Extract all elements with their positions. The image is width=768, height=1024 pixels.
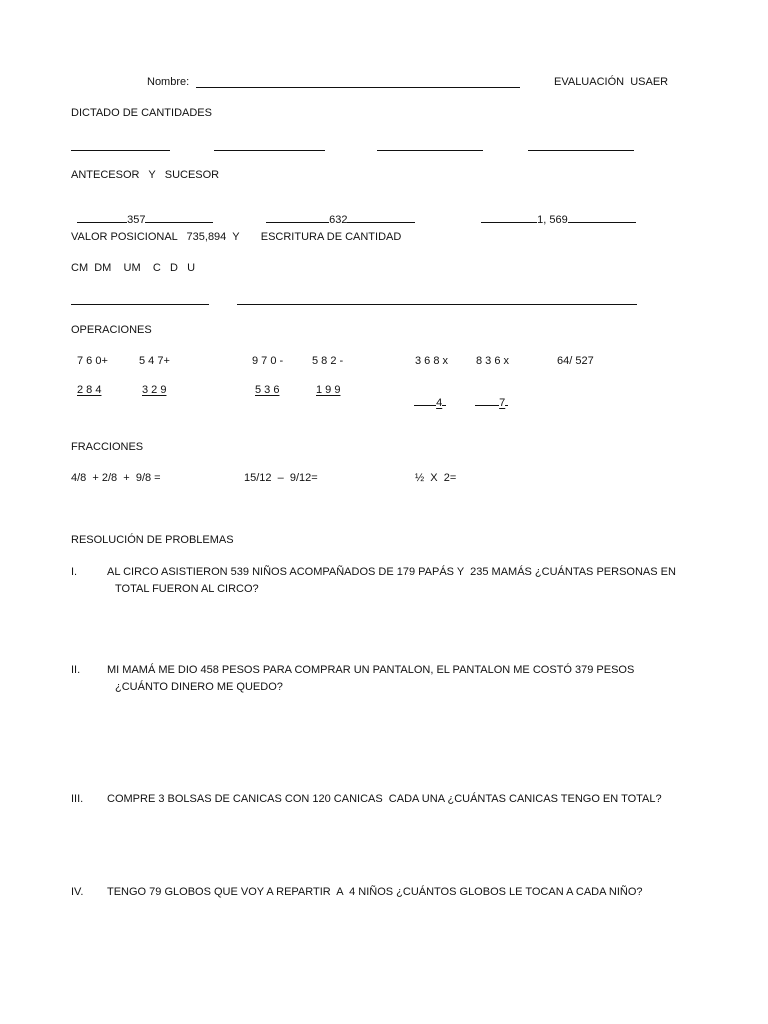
antecesor-item — [71, 201, 213, 227]
op-top: 5 4 7+ — [139, 355, 170, 367]
problem-text: COMPRE 3 BOLSAS DE CANICAS CON 120 CANICAS CADA UNA ¿CUÁNTAS CANICAS TENGO EN TOTAL? — [107, 793, 662, 805]
dictado-answer-line[interactable] — [71, 150, 170, 151]
operaciones-title: OPERACIONES — [71, 324, 152, 336]
problem-number: IV. — [71, 886, 84, 898]
antecesor-number: 357 — [127, 214, 146, 226]
evaluation-title: EVALUACIÓN USAER — [554, 76, 669, 88]
fraction-item: ½ X 2= — [415, 472, 457, 484]
problem-text-cont: TOTAL FUERON AL CIRCO? — [115, 583, 259, 595]
problem-text: TENGO 79 GLOBOS QUE VOY A REPARTIR A 4 NIÑOS ¿CUÁNTOS GLOBOS LE TOCAN A CADA NIÑO? — [107, 886, 643, 898]
fracciones-title: FRACCIONES — [71, 441, 144, 453]
problem-number: I. — [71, 566, 78, 578]
antecesor-number: 1, 569 — [537, 214, 568, 226]
op-underline — [414, 405, 436, 406]
antecesor-item — [475, 201, 636, 227]
op-bottom: 7 — [499, 397, 506, 409]
problemas-title: RESOLUCIÓN DE PROBLEMAS — [71, 534, 234, 546]
op-bottom: 2 8 4 — [77, 384, 102, 396]
dictado-title: DICTADO DE CANTIDADES — [71, 107, 212, 119]
op-bottom-cell — [469, 384, 508, 410]
op-top: 5 8 2 - — [312, 355, 344, 367]
op-bottom-cell — [408, 384, 446, 410]
op-top: 3 6 8 x — [415, 355, 449, 367]
problem-text: AL CIRCO ASISTIERON 539 NIÑOS ACOMPAÑADOS DE 179 PAPÁS Y 235 MAMÁS ¿CUÁNTAS PERSONAS EN — [107, 566, 676, 578]
sucesor-blank[interactable] — [145, 222, 213, 223]
sucesor-blank[interactable] — [568, 222, 636, 223]
valor-title: VALOR POSICIONAL 735,894 Y ESCRITURA DE CANTIDAD — [71, 231, 402, 243]
written-quantity-answer-line[interactable] — [237, 304, 637, 305]
problem-text: MI MAMÁ ME DIO 458 PESOS PARA COMPRAR UN PANTALON, EL PANTALON ME COSTÓ 379 PESOS — [107, 664, 635, 676]
op-top: 7 6 0+ — [77, 355, 108, 367]
op-top: 9 7 0 - — [252, 355, 284, 367]
op-underline — [442, 405, 446, 406]
dictado-answer-line[interactable] — [528, 150, 634, 151]
op-bottom: 4 — [436, 397, 443, 409]
dictado-answer-line[interactable] — [377, 150, 483, 151]
fraction-item: 4/8 + 2/8 + 9/8 = — [71, 472, 161, 484]
place-value-answer-line[interactable] — [71, 304, 209, 305]
place-value-headers: CM DM UM C D U — [71, 262, 196, 274]
problem-number: III. — [71, 793, 84, 805]
op-top: 8 3 6 x — [476, 355, 510, 367]
op-bottom: 1 9 9 — [316, 384, 341, 396]
sucesor-blank[interactable] — [347, 222, 415, 223]
antecesor-blank[interactable] — [266, 222, 329, 223]
op-bottom: 3 2 9 — [142, 384, 167, 396]
op-top: 64/ 527 — [557, 355, 594, 367]
op-underline — [505, 405, 508, 406]
antecesor-title: ANTECESOR Y SUCESOR — [71, 169, 220, 181]
fraction-item: 15/12 – 9/12= — [244, 472, 318, 484]
antecesor-item — [260, 201, 415, 227]
antecesor-blank[interactable] — [77, 222, 127, 223]
nombre-label: Nombre: — [147, 76, 190, 88]
antecesor-number: 632 — [329, 214, 348, 226]
op-underline — [475, 405, 499, 406]
dictado-answer-line[interactable] — [214, 150, 325, 151]
op-bottom: 5 3 6 — [255, 384, 280, 396]
nombre-input-line[interactable] — [196, 87, 520, 88]
problem-text-cont: ¿CUÁNTO DINERO ME QUEDO? — [115, 681, 283, 693]
problem-number: II. — [71, 664, 81, 676]
antecesor-blank[interactable] — [481, 222, 537, 223]
